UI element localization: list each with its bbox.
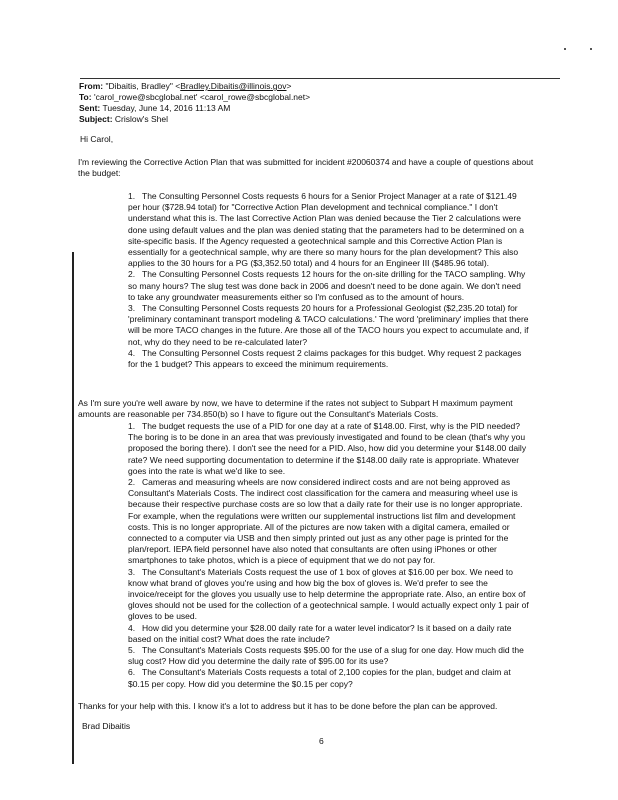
subject-line: Subject: Crislow's Shel: [79, 114, 169, 124]
list-item: 3. The Consultant's Materials Costs request the use of 1 box of gloves at $16.00 per box. We need to know what brand of gloves you're using and how big the box of gloves is. We'd prefer to see the invoice/receipt for the gloves you usually use to help determine the appropriate rate. Also, an entire box of gloves should not be used for the collection of a geotechnical sample. I would actually expect only 1 pair of gloves to be used.: [128, 566, 529, 622]
list-item: 2. The Consulting Personnel Costs requests 12 hours for the on-site drilling for the TACO sampling. Why so many hours? The slug test was done back in 2006 and doesn't need to be done again. We don't need to take any groundwater measurements either so I'm confused as to the amount of hours.: [128, 269, 526, 302]
list-item: 1. The budget requests the use of a PID for one day at a rate of $148.00. First, why is the PID needed? The boring is to be done in an area that was previously investigated and found to be clean (that's why you proposed the boring there). I don't see the need for a PID. Also, how did you determine your $148.00 daily rate? We need supporting documentation to determine if the $148.00 daily rate is appropriate. Whatever goes into the rate is what we'd like to see.: [128, 421, 527, 476]
list-item: 2. Cameras and measuring wheels are now considered indirect costs and are not being approved as Consultant's Materials Costs. The indirect cost classification for the camera and measuring wheel use is because their respective purchase costs are so low that a daily rate for their use is no longer appropriate. For example, when the regulations were written our supplemental instructions list film and development costs. This is no longer appropriate. All of the pictures are now taken with a digital camera, emailed or connected to a computer via USB and then simply printed out just as any other page is printed for the plan/report. IEPA field personnel have also noted that consultants are often using iPhones or other smartphones to take photos, which is a piece of equipment that we do not pay for.: [128, 477, 523, 566]
materials-intro-paragraph: As I'm sure you're well aware by now, we have to determine if the rates not subject to Subpart H maximum payment amounts are reasonable per 734.850(b) so I have to figure out the Consultant's Materials Costs.: [78, 398, 513, 420]
closing-paragraph: Thanks for your help with this. I know it's a lot to address but it has to be done before the plan can be approved.: [78, 701, 498, 711]
scan-speck: [564, 48, 566, 50]
personnel-questions-list: [128, 191, 530, 370]
from-line: From: "Dibaitis, Bradley" <Bradley.Dibaitis@illinois.gov>: [79, 81, 292, 91]
list-item: 3. The Consulting Personnel Costs requests 20 hours for a Professional Geologist ($2,235.20 total) for 'preliminary contaminant transport modeling & TACO calculations.' The word 'preliminary' implies that there will be more TACO changes in the future. Are those all of the TACO hours you expect to accumulate and, if not, why do they need to be re-calculated later?: [128, 303, 529, 347]
sent-line: Sent: Tuesday, June 14, 2016 11:13 AM: [79, 103, 231, 113]
scan-speck: [590, 48, 592, 50]
greeting: Hi Carol,: [80, 134, 114, 144]
page-number: 6: [319, 736, 324, 746]
signature: Brad Dibaitis: [82, 721, 131, 731]
header-divider: [80, 78, 560, 79]
intro-paragraph: I'm reviewing the Corrective Action Plan that was submitted for incident #20060374 and have a couple of questions about the budget:: [78, 157, 534, 179]
email-header: [79, 81, 310, 125]
list-item: 4. How did you determine your $28.00 daily rate for a water level indicator? Is it based on a daily rate based on the initial cost? What does the rate include?: [128, 622, 512, 644]
to-line: To: 'carol_rowe@sbcglobal.net' <carol_rowe@sbcglobal.net>: [79, 92, 311, 102]
materials-questions-list: [128, 421, 530, 690]
scan-margin-line: [72, 252, 74, 764]
from-email-link[interactable]: Bradley.Dibaitis@illinois.gov: [180, 81, 287, 91]
list-item: 6. The Consultant's Materials Costs requests a total of 2,100 copies for the plan, budget and claim at $0.15 per copy. How did you determine the $0.15 per copy?: [128, 667, 511, 689]
list-item: 5. The Consultant's Materials Costs requests $95.00 for the use of a slug for one day. How much did the slug cost? How did you determine the daily rate of $95.00 for its use?: [128, 645, 524, 667]
list-item: 4. The Consulting Personnel Costs request 2 claims packages for this budget. Why request 2 packages for the 1 budget? This appears to exceed the minimum requirements.: [128, 347, 522, 370]
list-item: 1. The Consulting Personnel Costs requests 6 hours for a Senior Project Manager at a rate of $121.49 per hour ($728.94 total) for "Corrective Action Plan development and technical compliance." I don't understand what this is. The last Corrective Action Plan was denied because the Tier 2 calculations were done using default values and the plan was denied stating that the parameters had to be determined on a site-specific basis. If the Agency requested a geotechnical sample and this Corrective Action Plan is essentially for a geotechnical sample, why are there so many hours for the plan development? This also applies to the 30 hours for a PG ($3,352.50 total) and 4 hours for an Engineer III ($485.96 total).: [128, 191, 524, 269]
